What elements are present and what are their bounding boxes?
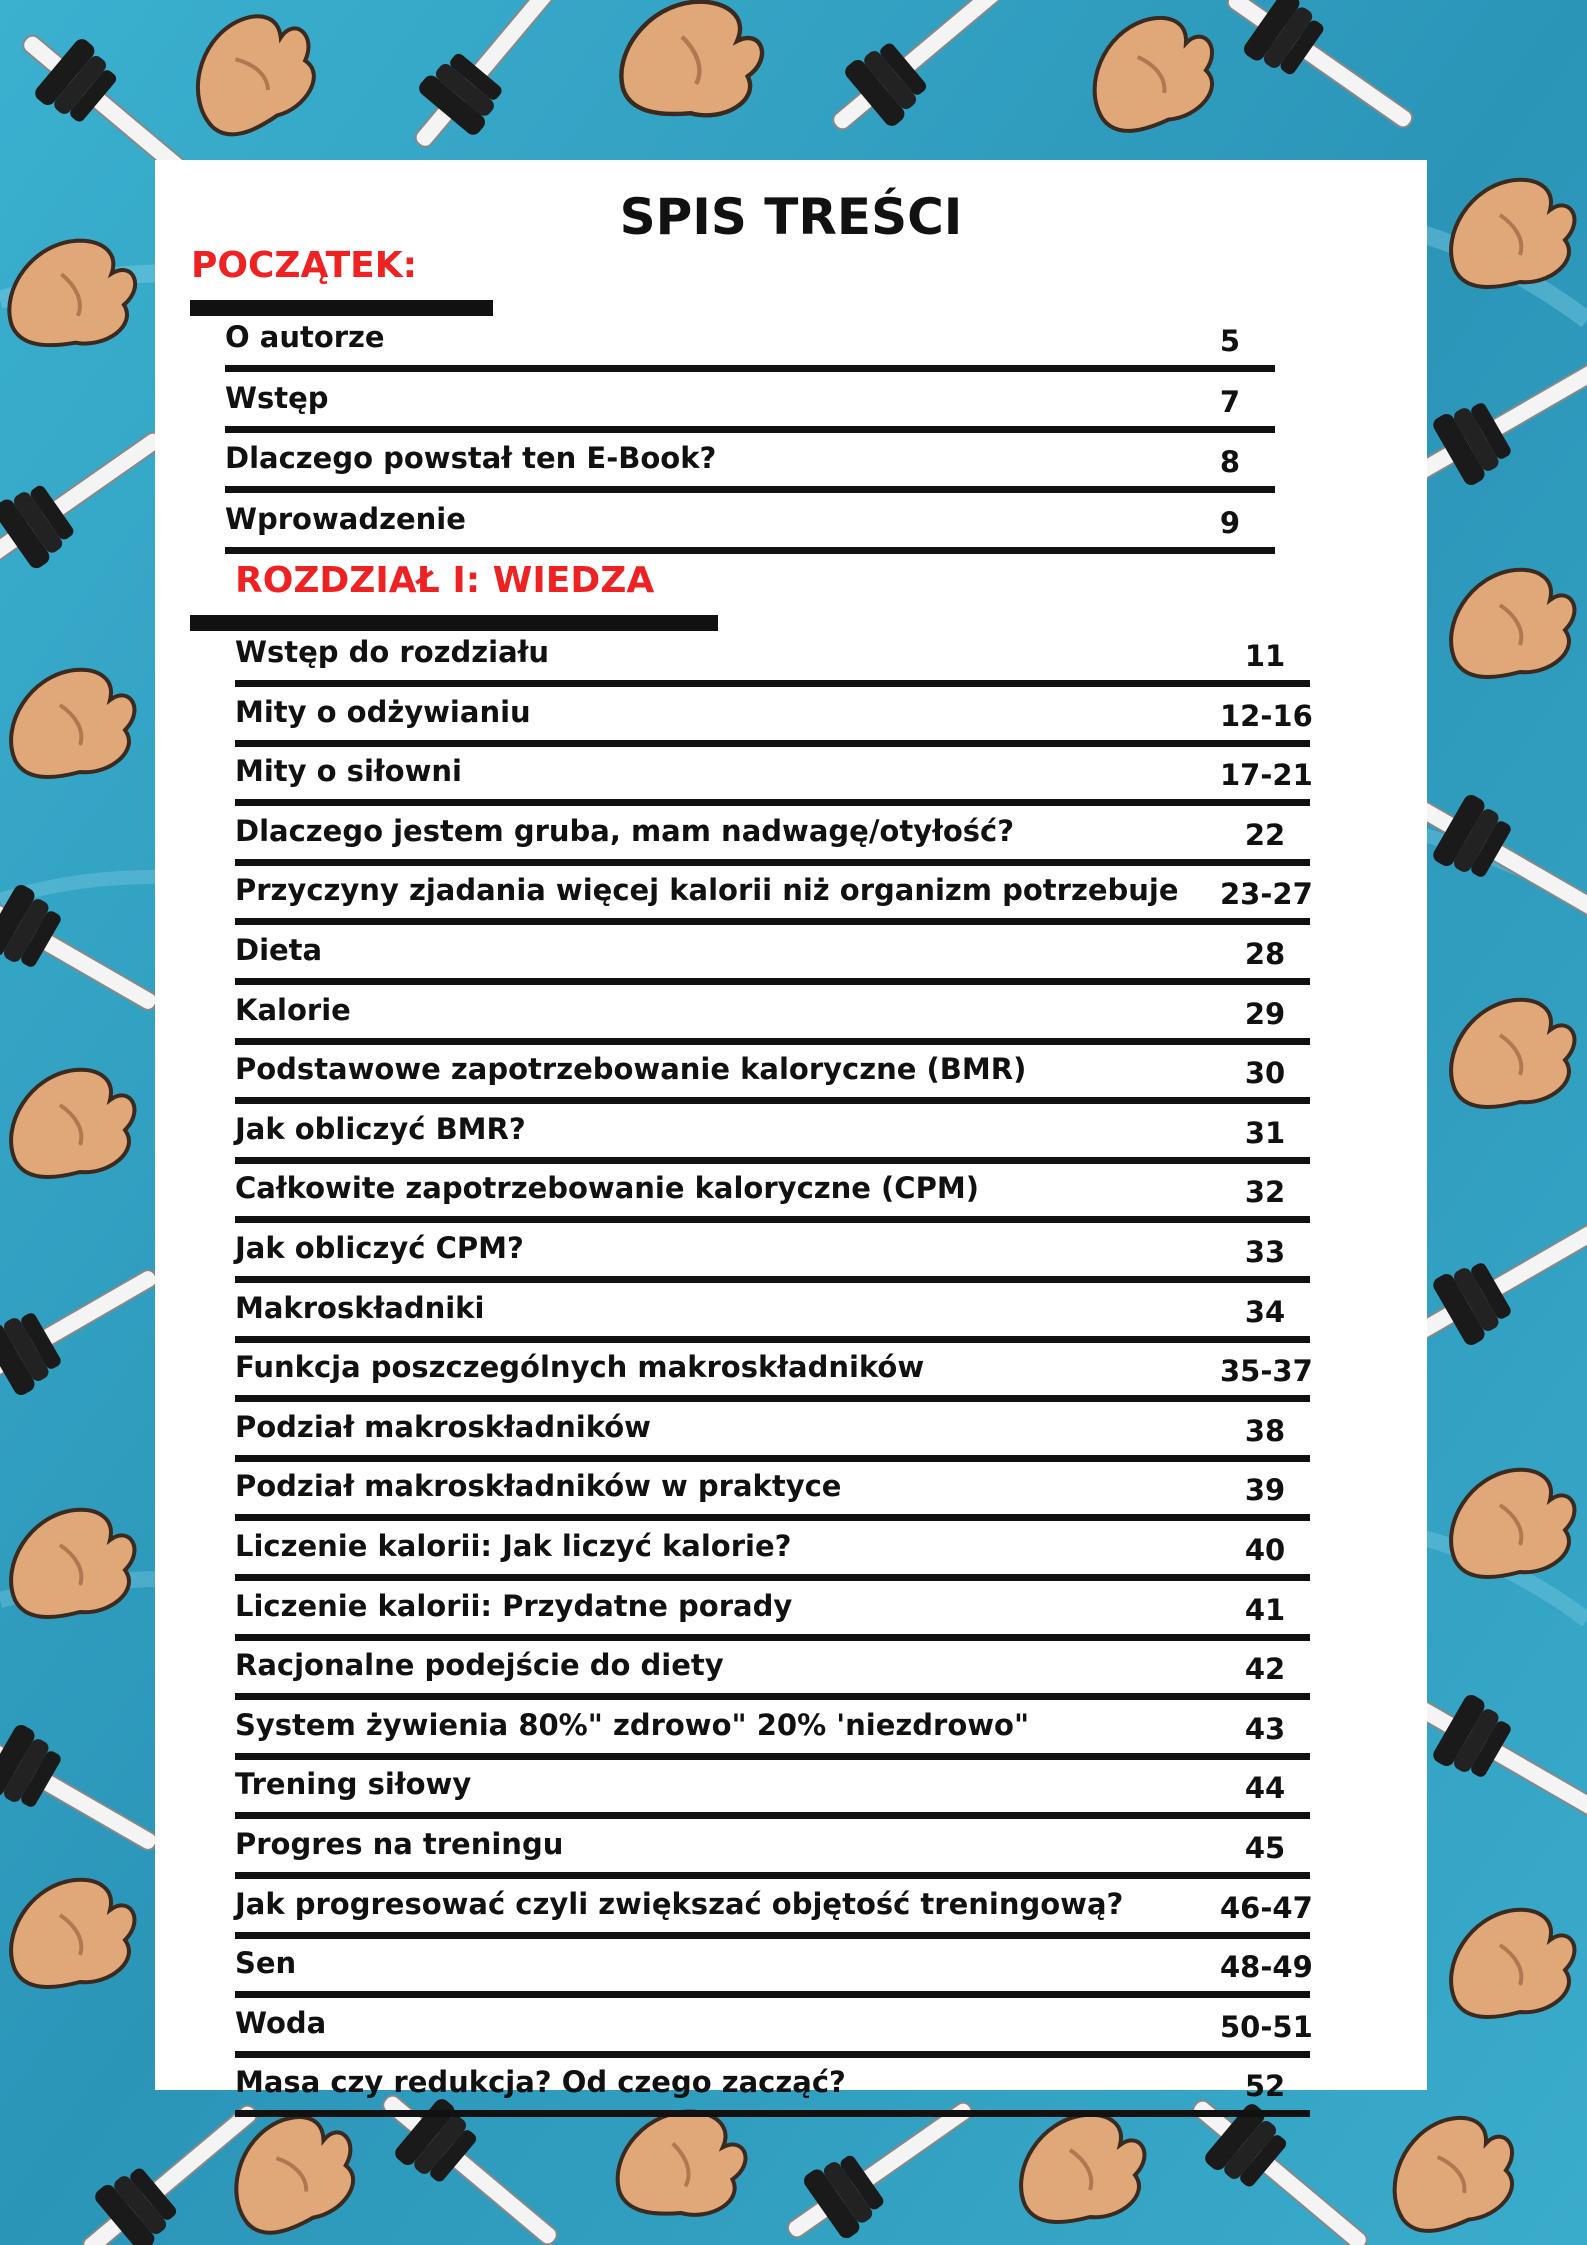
toc-entry[interactable] [235, 814, 1330, 874]
toc-entry[interactable] [225, 502, 1295, 562]
toc-entry-label: Podział makroskładników w praktyce [235, 1469, 842, 1504]
toc-entry-label: Jak obliczyć CPM? [235, 1231, 524, 1265]
toc-entry-rule [235, 799, 1310, 806]
toc-entry-page: 9 [1219, 505, 1241, 540]
toc-entry-page: 41 [1244, 1592, 1286, 1627]
toc-entry[interactable] [235, 1171, 1330, 1231]
toc-entry-label: Dieta [235, 933, 323, 967]
toc-entry-label: Wstęp [225, 380, 329, 415]
toc-entry-page: 34 [1244, 1294, 1286, 1329]
toc-entry-label: Wprowadzenie [225, 501, 466, 536]
toc-entry-rule [235, 1634, 1310, 1641]
toc-entry[interactable] [225, 381, 1295, 441]
toc-entry[interactable] [235, 695, 1330, 755]
toc-entry-page: 12-16 [1220, 698, 1313, 733]
toc-entry-rule [235, 2110, 1310, 2117]
toc-entry-rule [235, 1038, 1310, 1045]
toc-entry[interactable] [235, 1231, 1330, 1291]
toc-entry-page: 40 [1244, 1533, 1286, 1567]
toc-entry-label: Kalorie [235, 992, 351, 1027]
toc-entry-rule [235, 1872, 1310, 1879]
toc-entry-page: 5 [1219, 324, 1241, 358]
toc-entry-label: Funkcja poszczególnych makroskładników [235, 1350, 925, 1385]
toc-entry-rule [235, 918, 1310, 925]
toc-entry[interactable] [235, 1648, 1330, 1708]
toc-entry-label: Mity o siłowni [235, 754, 462, 789]
toc-entry-label: Dlaczego jestem gruba, mam nadwagę/otyłość? [235, 813, 1015, 848]
page-title: SPIS TREŚCI [619, 188, 963, 246]
toc-entry-label: Racjonalne podejście do diety [235, 1648, 724, 1683]
toc-entry-page: 35-37 [1220, 1354, 1313, 1389]
toc-entry-page: 33 [1244, 1235, 1286, 1269]
toc-entry-rule [225, 486, 1275, 493]
section-underline [190, 300, 493, 316]
toc-entry-page: 50-51 [1220, 2009, 1313, 2044]
toc-entry[interactable] [235, 635, 1330, 695]
toc-entry-rule [235, 1336, 1310, 1343]
toc-entry-page: 31 [1244, 1115, 1286, 1150]
toc-entry-label: Masa czy redukcja? Od czego zacząć? [235, 2065, 846, 2100]
toc-entry[interactable] [235, 933, 1330, 993]
toc-entry-page: 45 [1244, 1831, 1286, 1865]
toc-entry-rule [235, 1455, 1310, 1462]
toc-entry[interactable] [235, 1529, 1330, 1589]
toc-entry[interactable] [235, 1112, 1330, 1172]
toc-entry-rule [235, 1514, 1310, 1521]
toc-entry-page: 38 [1244, 1413, 1286, 1448]
toc-entry[interactable] [235, 1291, 1330, 1351]
toc-entry-rule [235, 1276, 1310, 1283]
toc-entry-rule [235, 1991, 1310, 1998]
toc-entry-rule [235, 859, 1310, 866]
toc-entry-page: 42 [1244, 1652, 1286, 1687]
toc-entry-page: 17-21 [1220, 758, 1313, 793]
toc-entry[interactable] [225, 320, 1295, 380]
toc-entry-page: 28 [1244, 937, 1286, 971]
toc-entry[interactable] [235, 1887, 1330, 1947]
toc-entry-page: 43 [1244, 1711, 1286, 1746]
toc-entry-rule [235, 1097, 1310, 1104]
section-underline [190, 615, 718, 631]
toc-entry[interactable] [235, 1052, 1330, 1112]
toc-entry[interactable] [235, 1350, 1330, 1410]
section-heading: ROZDZIAŁ I: WIEDZA [235, 560, 655, 601]
toc-entry-label: Makroskładniki [235, 1290, 485, 1325]
toc-entry-label: Mity o odżywianiu [235, 694, 531, 729]
toc-entry[interactable] [235, 1410, 1330, 1470]
toc-entry-page: 29 [1244, 996, 1286, 1031]
toc-entry-rule [235, 1395, 1310, 1402]
toc-entry-label: Jak progresować czyli zwiększać objętość treningową? [235, 1886, 1124, 1921]
toc-entry-label: Trening siłowy [235, 1767, 472, 1802]
toc-entry[interactable] [235, 2065, 1330, 2125]
toc-entry-label: Progres na treningu [235, 1827, 564, 1861]
toc-entry[interactable] [235, 1767, 1330, 1827]
toc-entry-label: Dlaczego powstał ten E-Book? [225, 441, 717, 475]
toc-entry[interactable] [225, 441, 1295, 501]
section-heading: POCZĄTEK: [191, 245, 418, 286]
toc-entry-rule [235, 2051, 1310, 2058]
toc-entry-page: 8 [1219, 445, 1241, 479]
toc-entry[interactable] [235, 873, 1330, 933]
toc-entry-page: 7 [1219, 384, 1241, 419]
toc-entry-page: 32 [1244, 1175, 1286, 1210]
toc-entry-label: Sen [235, 1946, 297, 1981]
toc-entry-rule [235, 1932, 1310, 1939]
toc-entry-label: Liczenie kalorii: Przydatne porady [235, 1588, 793, 1623]
toc-entry[interactable] [235, 993, 1330, 1053]
toc-entry-rule [225, 426, 1275, 433]
toc-page [155, 160, 1427, 2104]
toc-entry-page: 39 [1244, 1473, 1286, 1508]
toc-entry[interactable] [235, 754, 1330, 814]
toc-entry-label: Całkowite zapotrzebowanie kaloryczne (CPM) [235, 1171, 979, 1206]
toc-entry-rule [235, 1753, 1310, 1760]
toc-entry-page: 23-27 [1220, 877, 1313, 912]
toc-entry-label: Wstęp do rozdziału [235, 635, 550, 669]
toc-entry-page: 22 [1244, 817, 1286, 852]
toc-entry-label: Woda [235, 2005, 327, 2040]
toc-entry-rule [235, 978, 1310, 985]
toc-entry[interactable] [235, 2006, 1330, 2066]
toc-entry-page: 44 [1244, 1771, 1286, 1806]
toc-entry-rule [235, 740, 1310, 747]
toc-entry-rule [235, 1157, 1310, 1164]
toc-entry-rule [235, 1693, 1310, 1700]
toc-entry-rule [225, 547, 1275, 554]
toc-entry[interactable] [235, 1827, 1330, 1887]
toc-entry-label: Liczenie kalorii: Jak liczyć kalorie? [235, 1529, 792, 1563]
toc-entry-page: 52 [1244, 2069, 1286, 2104]
toc-entry-label: Podstawowe zapotrzebowanie kaloryczne (BMR) [235, 1052, 1027, 1087]
toc-entry-label: System żywienia 80%" zdrowo" 20% 'niezdrowo" [235, 1707, 1030, 1742]
toc-entry-rule [235, 1812, 1310, 1819]
toc-entry[interactable] [235, 1469, 1330, 1529]
toc-entry-page: 48-49 [1220, 1950, 1313, 1985]
toc-entry-rule [225, 365, 1275, 372]
toc-entry-page: 11 [1244, 639, 1286, 673]
toc-entry-label: Podział makroskładników [235, 1409, 651, 1444]
toc-entry[interactable] [235, 1946, 1330, 2006]
toc-entry-rule [235, 680, 1310, 687]
toc-entry-label: Jak obliczyć BMR? [235, 1111, 526, 1146]
toc-entry-page: 30 [1244, 1056, 1286, 1091]
toc-entry[interactable] [235, 1708, 1330, 1768]
toc-entry-label: O autorze [225, 320, 385, 354]
toc-entry-page: 46-47 [1220, 1890, 1313, 1925]
toc-entry[interactable] [235, 1589, 1330, 1649]
toc-entry-rule [235, 1216, 1310, 1223]
toc-entry-label: Przyczyny zjadania więcej kalorii niż organizm potrzebuje [235, 873, 1179, 908]
toc-entry-rule [235, 1574, 1310, 1581]
